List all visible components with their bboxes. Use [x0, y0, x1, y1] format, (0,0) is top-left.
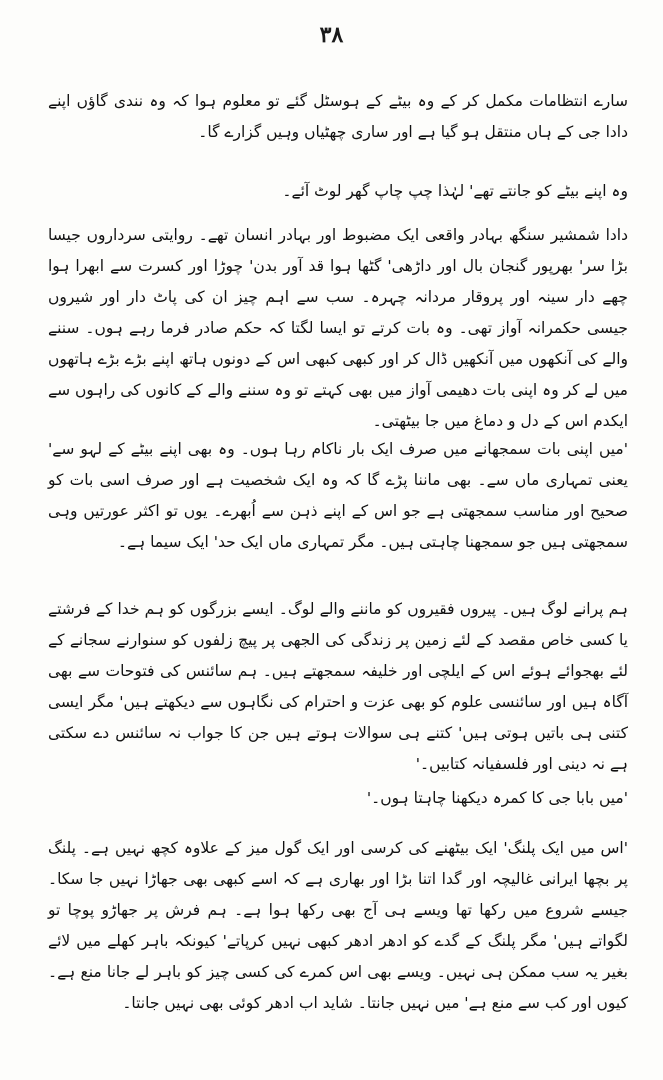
paragraph — [48, 176, 628, 207]
paragraph — [48, 783, 628, 814]
paragraph-text: دادا شمشیر سنگھ بہادر واقعی ایک مضبوط اور بہادر انسان تھے۔ روایتی سرداروں جیسا بڑا سر' بھرپور گنجان بال اور داڑھی' گٹھا ہوا قد آور بدن' چوڑا اور کسرت سے ابھرا ہوا چھے دار سینہ اور پروقار مردانہ چہرہ۔ سب سے اہم چیز ان کی پاٹ دار اور شیروں جیسی حکمرانہ آواز تھی۔ وہ بات کرتے تو ایسا لگتا کہ حکم صادر فرما رہے ہوں۔ سننے والے کی آنکھوں میں آنکھیں ڈال کر اور کبھی کبھی اس کے دونوں ہاتھ اپنے بڑے بڑے ہاتھوں میں لے کر وہ اپنی بات دھیمی آواز میں بھی کہتے تو وہ سننے والے کے کانوں کی راہوں سے ایکدم اس کے دل و دماغ میں جا بیٹھتی۔ — [48, 226, 628, 430]
paragraph — [48, 594, 628, 780]
paragraph-text: 'میں اپنی بات سمجھانے میں صرف ایک بار ناکام رہا ہوں۔ وہ بھی اپنے بیٹے کے لہو سے' یعنی تمہاری ماں سے۔ بھی ماننا پڑے گا کہ وہ ایک شخصیت ہے اور صرف اسی بات کو صحیح اور مناسب سمجھتی ہے جو اس کے اپنے ذہن سے اُبھرے۔ یوں تو اکثر عورتیں وہی سمجھتی ہیں جو سمجھنا چاہتی ہیں۔ مگر تمہاری ماں ایک حد' ایک سیما ہے۔ — [48, 440, 628, 551]
paragraph-text: 'میں بابا جی کا کمرہ دیکھنا چاہتا ہوں۔' — [366, 789, 628, 807]
paragraph — [48, 220, 628, 437]
paragraph-text: سارے انتظامات مکمل کر کے وہ بیٹے کے ہوسٹل گئے تو معلوم ہوا کہ وہ نندی گاؤں اپنے دادا جی کے ہاں منتقل ہو گیا ہے اور ساری چھٹیاں وہیں گزارے گا۔ — [48, 92, 628, 141]
paragraph-text: وہ اپنے بیٹے کو جانتے تھے' لہٰذا چپ چاپ گھر لوٹ آئے۔ — [282, 182, 628, 200]
paragraph — [48, 833, 628, 1019]
paragraph-text: ہم پرانے لوگ ہیں۔ پیروں فقیروں کو ماننے والے لوگ۔ ایسے بزرگوں کو ہم خدا کے فرشتے یا کسی خاص مقصد کے لئے زمین پر زندگی کی الجھی پر پیچ زلفوں کو سنوارنے سجانے کے لئے بھجوائے ہوئے اس کے ایلچی اور خلیفہ سمجھتے ہیں۔ ہم سائنس کی فتوحات سے بھی آگاہ ہیں اور سائنسی علوم کو بھی عزت و احترام کی نگاہوں سے دیکھتے ہیں' مگر ایسی کتنی ہی باتیں ہوتی ہیں' کتنے ہی سوالات ہوتے ہیں جن کا جواب نہ سائنس دے سکتی ہے نہ دینی اور فلسفیانہ کتابیں۔' — [48, 600, 628, 773]
page-number: ۳۸ — [319, 22, 344, 48]
paragraph — [48, 86, 628, 148]
paragraph-text: 'اس میں ایک پلنگ' ایک بیٹھنے کی کرسی اور ایک گول میز کے علاوہ کچھ نہیں ہے۔ پلنگ پر بچھا ایرانی غالیچہ اور گدا اتنا بڑا اور بھاری ہے کہ اسے کبھی بھی جھاڑا نہیں جا سکا۔ جیسے شروع میں رکھا تھا ویسے ہی آج بھی رکھا ہوا ہے۔ ہم فرش پر جھاڑو پوچا تو لگواتے ہیں' مگر پلنگ کے گدے کو ادھر ادھر کبھی نہیں کرپاتے' کیونکہ باہر کھلے میں لائے بغیر یہ سب ممکن ہی نہیں۔ ویسے بھی اس کمرے کی کسی چیز کو باہر لے جانا منع ہے۔ کیوں اور کب سے منع ہے' میں نہیں جانتا۔ شاید اب ادھر کوئی بھی نہیں جانتا۔ — [48, 839, 628, 1012]
paragraph — [48, 434, 628, 558]
